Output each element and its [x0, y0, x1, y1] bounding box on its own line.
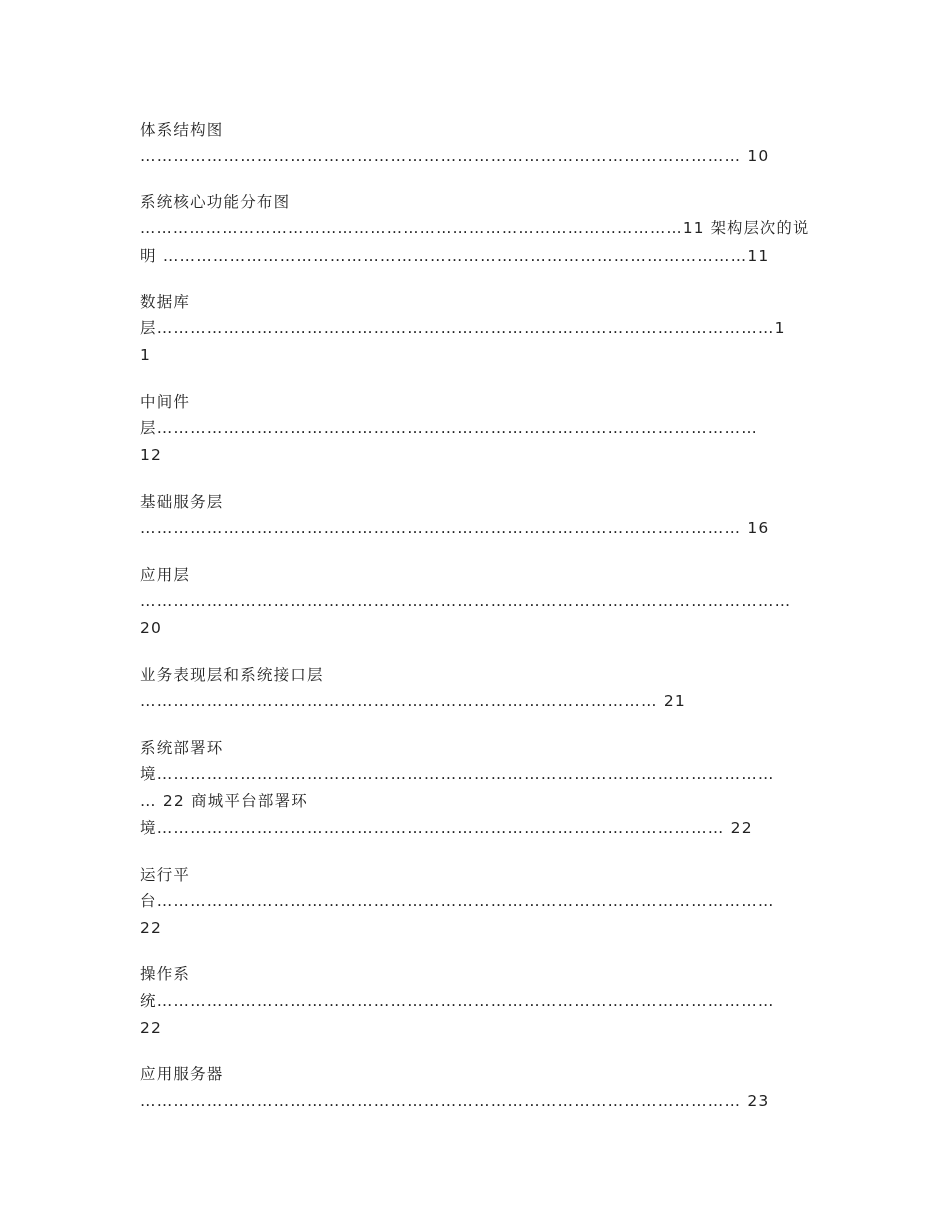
toc-line: 系统核心功能分布图	[140, 193, 291, 211]
toc-line: 应用层	[140, 566, 191, 584]
toc-line: 1	[140, 346, 152, 364]
toc-line: … 22 商城平台部署环	[140, 792, 308, 810]
toc-line: 统…………………………………………………………………………………………………	[140, 992, 775, 1010]
toc-line: 层………………………………………………………………………………………………	[140, 419, 758, 437]
toc-line: ………………………………………………………………………………………11 架构层次的说	[140, 219, 810, 237]
toc-line: ………………………………………………………………………………… 21	[140, 692, 686, 710]
toc-line: 体系结构图	[140, 121, 224, 139]
toc-line: 基础服务层	[140, 493, 224, 511]
toc-line: 业务表现层和系统接口层	[140, 666, 324, 684]
toc-line: 运行平	[140, 866, 191, 884]
toc-line: 20	[140, 619, 163, 637]
toc-line: 应用服务器	[140, 1065, 224, 1083]
toc-line: ……………………………………………………………………………………………… 16	[140, 519, 770, 537]
toc-line: ……………………………………………………………………………………………… 10	[140, 147, 770, 165]
toc-line: 明 ……………………………………………………………………………………………11	[140, 247, 770, 265]
toc-line: ……………………………………………………………………………………………… 23	[140, 1092, 770, 1110]
toc-line: 数据库	[140, 293, 191, 311]
toc-line: 中间件	[140, 393, 191, 411]
toc-line: 22	[140, 919, 163, 937]
toc-line: 境…………………………………………………………………………………………………	[140, 765, 775, 783]
toc-line: 22	[140, 1019, 163, 1037]
toc-line: 操作系	[140, 965, 191, 983]
toc-line: 系统部署环	[140, 739, 224, 757]
toc-line: 境………………………………………………………………………………………… 22	[140, 819, 753, 837]
toc-line: 12	[140, 446, 163, 464]
toc-line: 台…………………………………………………………………………………………………	[140, 892, 775, 910]
toc-line: ………………………………………………………………………………………………………	[140, 592, 792, 610]
toc-line: 层…………………………………………………………………………………………………1	[140, 319, 786, 337]
